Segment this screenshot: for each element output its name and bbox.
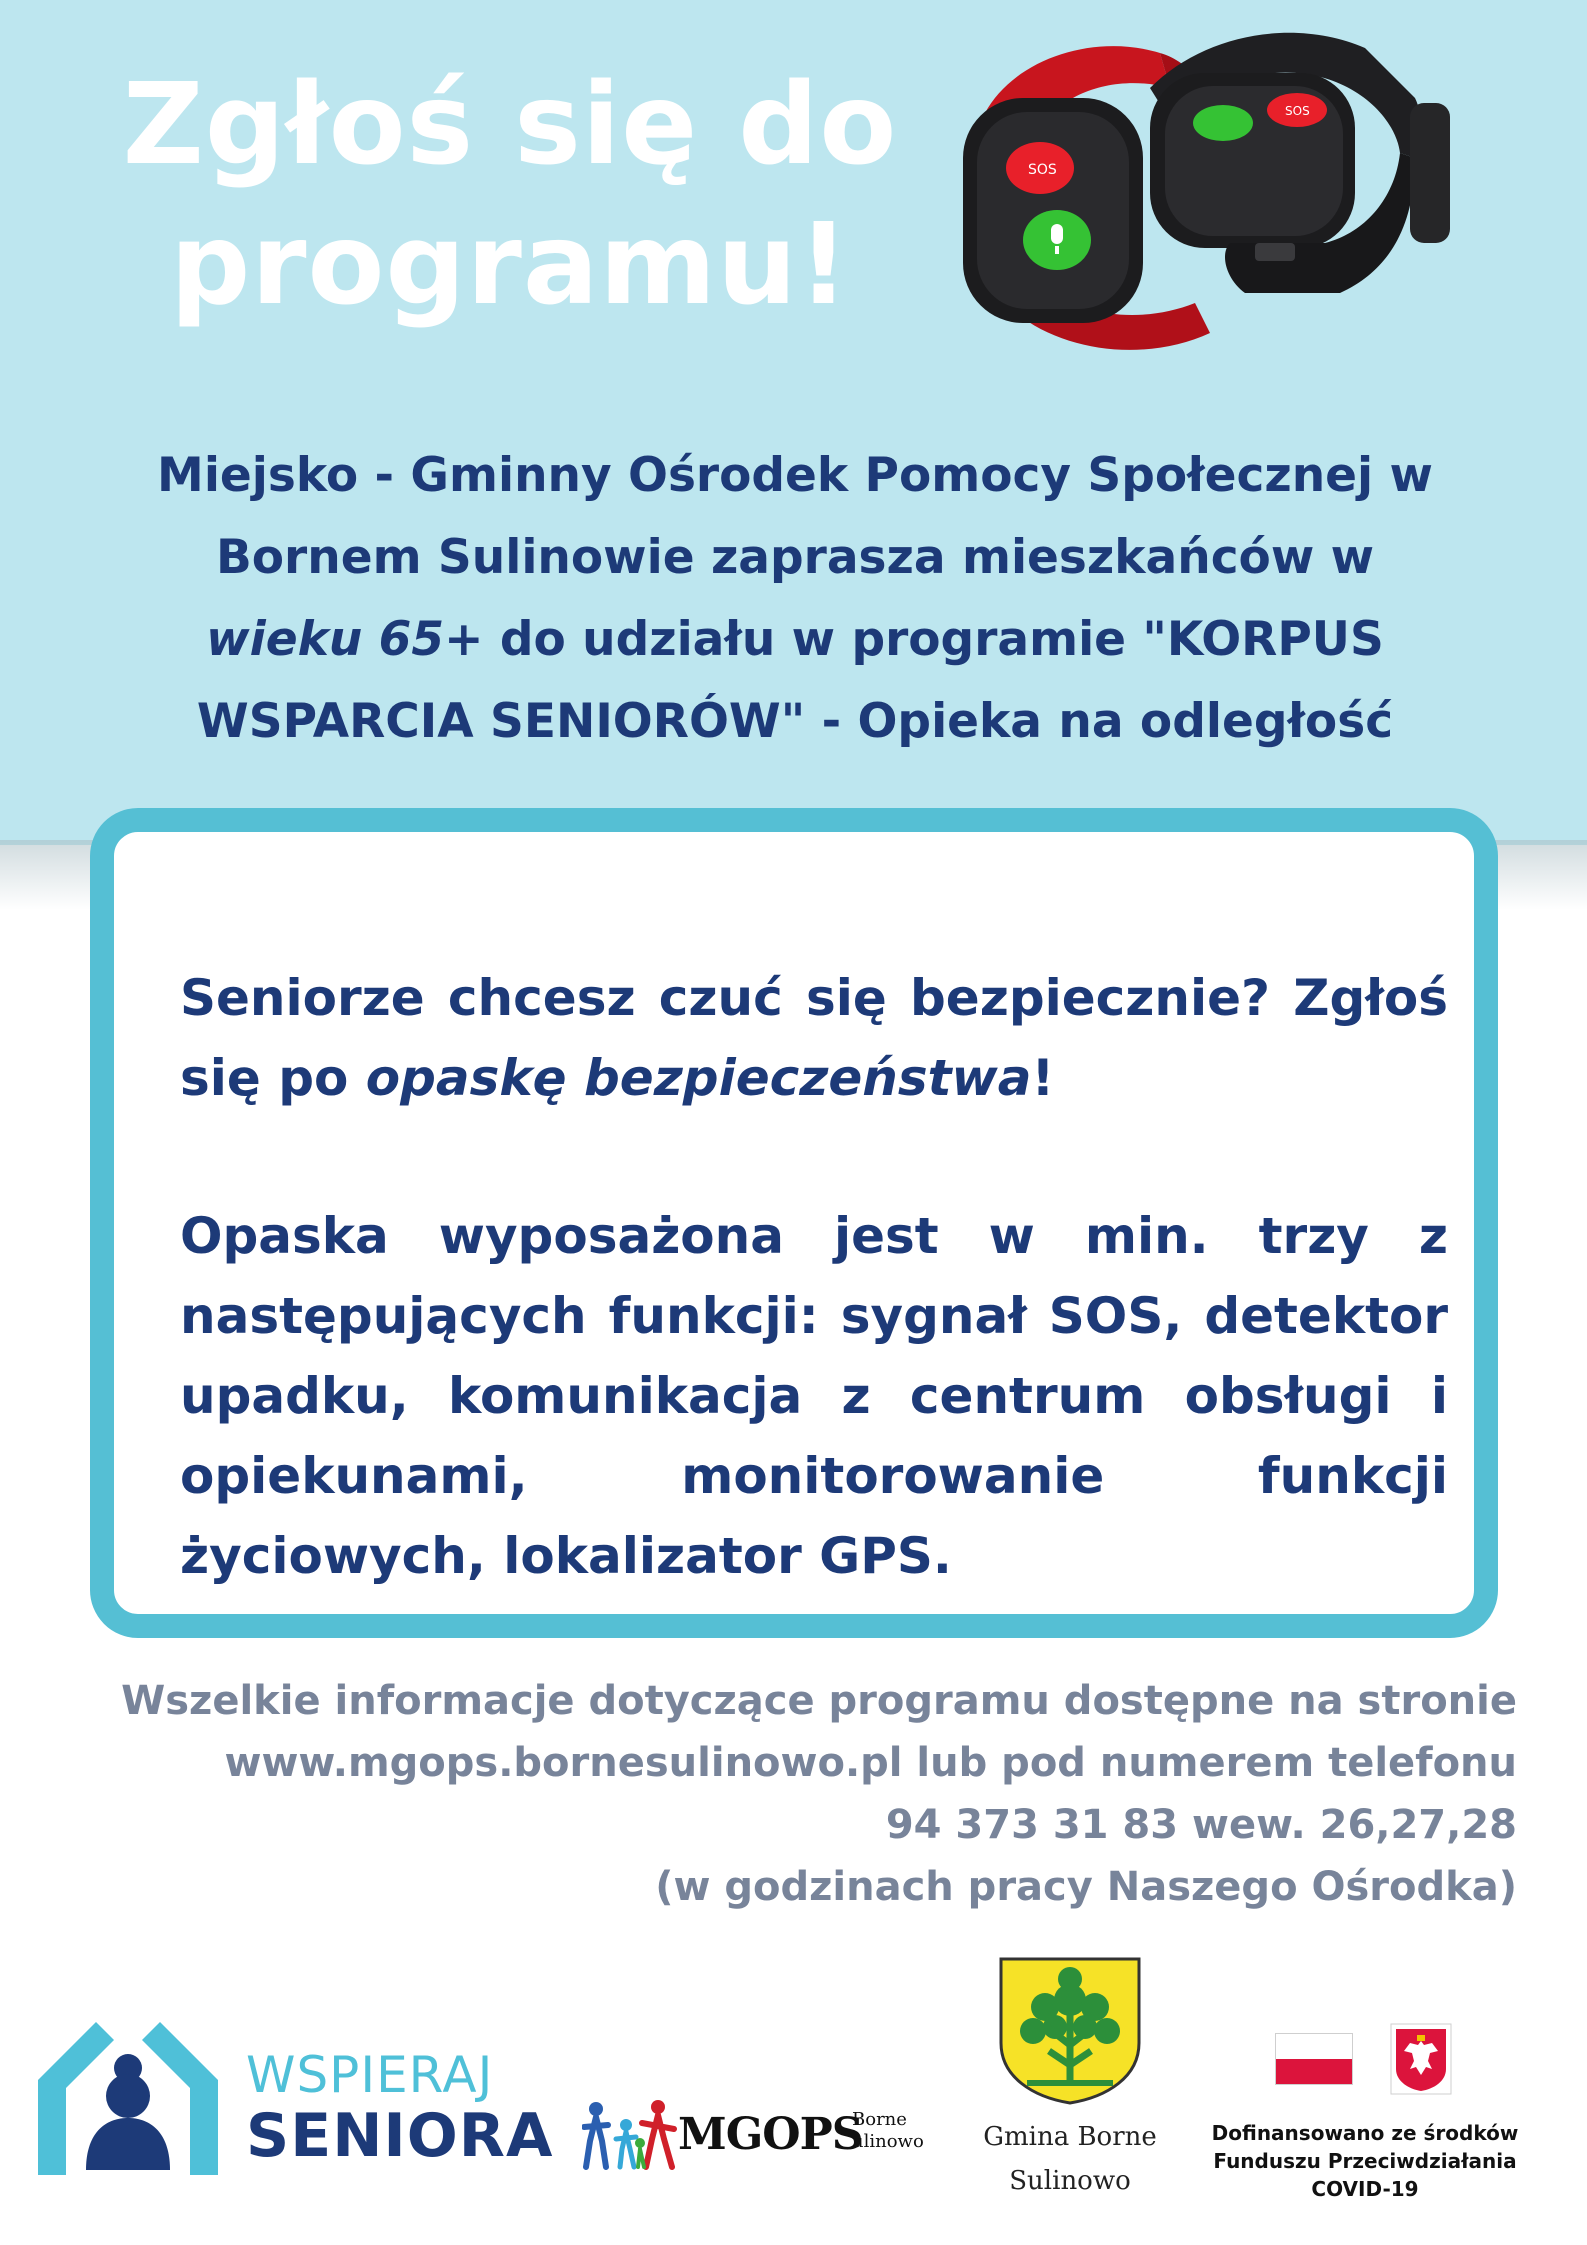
intro-line-4: WSPARCIA SENIORÓW" - Opieka na odległość: [196, 694, 1394, 749]
gmina-line-1: Gmina Borne: [983, 2122, 1157, 2152]
intro-text: [70, 435, 1520, 763]
cofund-line-3: COVID-19: [1311, 2177, 1419, 2201]
info-card: [90, 808, 1498, 1638]
family-figures-icon: [582, 2095, 678, 2175]
intro-line-3-rest: do udziału w programie "KORPUS: [483, 612, 1384, 667]
mgops-logo: [582, 2095, 942, 2175]
sos-wristband-icon: [945, 18, 1465, 378]
contact-info: [67, 1670, 1517, 1918]
intro-line-3: [70, 599, 1520, 681]
contact-website-line: www.mgops.bornesulinowo.pl lub pod numerem telefonu: [224, 1740, 1517, 1786]
card-paragraph-1: [180, 958, 1448, 1118]
cofund-line-2: Funduszu Przeciwdziałania: [1213, 2149, 1517, 2173]
headline-line-1: Zgłoś się do: [122, 60, 898, 190]
mgops-sub-1: Borne: [852, 2109, 907, 2130]
sos-label-back: SOS: [1285, 104, 1310, 118]
para1-start: Seniorze chcesz czuć się bezpiecznie? Zgłoś się po: [180, 969, 1448, 1107]
mgops-name: MGOPS: [678, 2109, 863, 2160]
contact-phone: 94 373 31 83 wew. 26,27,28: [885, 1802, 1517, 1848]
intro-line-1: Miejsko - Gminny Ośrodek Pomocy Społecznej w: [157, 448, 1433, 503]
cofund-line-1: Dofinansowano ze środków: [1211, 2121, 1519, 2145]
gmina-line-2: Sulinowo: [1009, 2166, 1131, 2196]
senior-shelter-icon: [28, 2010, 228, 2180]
mgops-sub-2: ulinowo: [852, 2131, 924, 2152]
headline-line-2: programu!: [170, 200, 850, 330]
wspieraj-line-1: WSPIERAJ: [246, 2046, 494, 2104]
intro-line-2: Bornem Sulinowie zaprasza mieszkańców w: [215, 530, 1375, 585]
polish-eagle-icon: [1390, 2023, 1452, 2095]
intro-age-emphasis: wieku 65+: [206, 612, 484, 667]
wspieraj-line-2: SENIORA: [246, 2101, 554, 2171]
headline: [70, 55, 950, 335]
para1-emphasis: opaskę bezpieczeństwa: [365, 1049, 1032, 1107]
gmina-borne-sulinowo-logo: [955, 1955, 1185, 2205]
polish-flag-icon: [1275, 2033, 1353, 2085]
card-paragraph-2: Opaska wyposażona jest w min. trzy z następujących funkcji: sygnał SOS, detektor upadku, komunikacja z centrum obsługi i opiekunami, monitorowanie funkcji życiowych, lokalizator GPS.: [180, 1207, 1448, 1585]
contact-line-1: Wszelkie informacje dotyczące programu dostępne na stronie: [121, 1678, 1517, 1724]
cofunding-logo: [1180, 2015, 1550, 2215]
sos-label-front: SOS: [1028, 162, 1057, 178]
para1-end: !: [1031, 1049, 1055, 1107]
wspieraj-seniora-logo: [28, 2010, 588, 2190]
tree-crest-icon: [997, 1955, 1143, 2105]
contact-hours: (w godzinach pracy Naszego Ośrodka): [655, 1864, 1517, 1910]
